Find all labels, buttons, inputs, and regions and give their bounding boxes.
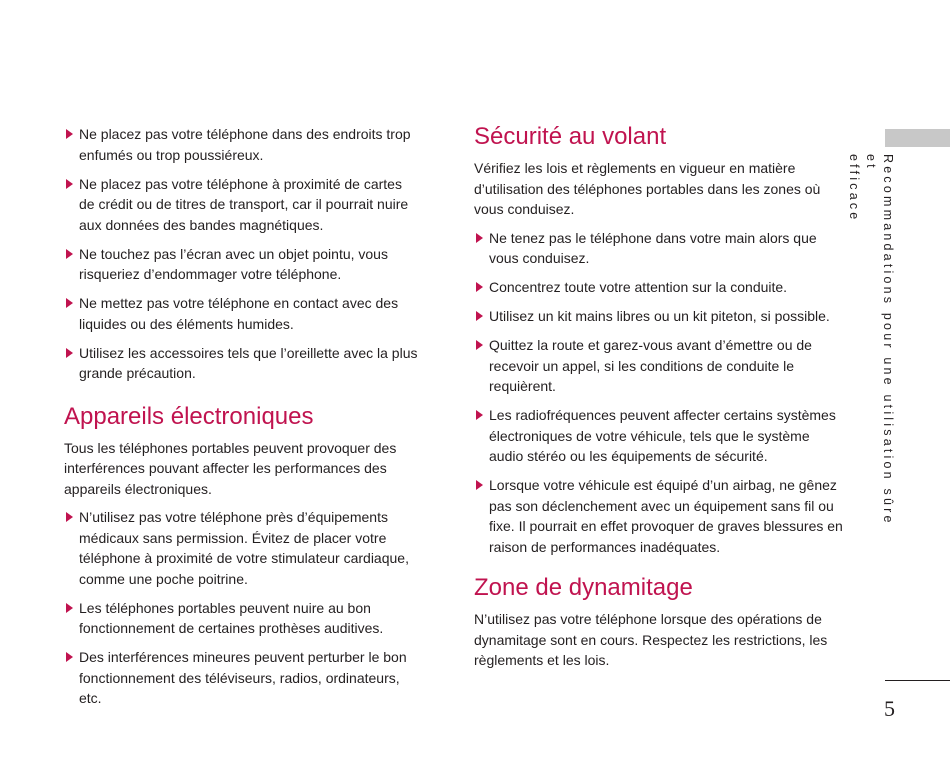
bullet-list-driving (474, 228, 846, 558)
triangle-bullet-icon (66, 348, 73, 358)
list-item: Ne placez pas votre téléphone à proximité de cartes de crédit ou de titres de transport, car il pourrait nuire aux données des bandes magnétiques. (64, 174, 420, 236)
triangle-bullet-icon (66, 512, 73, 522)
triangle-bullet-icon (476, 311, 483, 321)
triangle-bullet-icon (476, 282, 483, 292)
section-intro-driving: Vérifiez les lois et règlements en vigueur en matière d’utilisation des téléphones portables dans les zones où vous conduisez. (474, 160, 821, 217)
triangle-bullet-icon (476, 410, 483, 420)
list-item: Ne placez pas votre téléphone dans des endroits trop enfumés ou trop poussiéreux. (64, 124, 420, 165)
triangle-bullet-icon (66, 603, 73, 613)
list-item: N’utilisez pas votre téléphone près d’équipements médicaux sans permission. Évitez de placer votre téléphone à proximité de votre stimulateur cardiaque, comme une poche poitrine. (64, 507, 420, 589)
list-item: Ne touchez pas l’écran avec un objet pointu, vous risqueriez d’endommager votre téléphone. (64, 244, 420, 285)
page-number: 5 (884, 696, 895, 721)
list-item: Des interférences mineures peuvent perturber le bon fonctionnement des téléviseurs, radios, ordinateurs, etc. (64, 647, 420, 709)
list-item: Ne tenez pas le téléphone dans votre main alors que vous conduisez. (474, 228, 846, 269)
chapter-side-title (845, 154, 896, 534)
right-column (474, 124, 846, 679)
list-item: Les téléphones portables peuvent nuire au bon fonctionnement de certaines prothèses auditives. (64, 598, 420, 639)
section-title-blasting: Zone de dynamitage (474, 574, 693, 601)
bullet-list-electronics (64, 507, 420, 709)
section-title-driving: Sécurité au volant (474, 123, 667, 150)
triangle-bullet-icon (476, 233, 483, 243)
list-item: Utilisez les accessoires tels que l’oreillette avec la plus grande précaution. (64, 343, 420, 384)
list-item: Les radiofréquences peuvent affecter certains systèmes électroniques de votre véhicule, tels que le système audio stéréo ou les équipements de sécurité. (474, 405, 846, 467)
list-item: Ne mettez pas votre téléphone en contact avec des liquides ou des éléments humides. (64, 293, 420, 334)
triangle-bullet-icon (66, 129, 73, 139)
section-intro-electronics: Tous les téléphones portables peuvent provoquer des interférences pouvant affecter les performances des appareils électroniques. (64, 439, 397, 497)
left-column (64, 124, 420, 717)
section-intro-blasting: N’utilisez pas votre téléphone lorsque des opérations de dynamitage sont en cours. Respectez les restrictions, les règlements et les lois. (474, 611, 828, 668)
triangle-bullet-icon (66, 249, 73, 259)
chapter-side-title-line2: efficace (847, 154, 861, 223)
triangle-bullet-icon (476, 340, 483, 350)
list-item: Quittez la route et garez-vous avant d’émettre ou de recevoir un appel, si les conditions de conduite le requièrent. (474, 335, 846, 397)
footer-divider (885, 680, 950, 681)
list-item: Concentrez toute votre attention sur la conduite. (474, 277, 846, 298)
list-item: Utilisez un kit mains libres ou un kit piteton, si possible. (474, 306, 846, 327)
bullet-list-general (64, 124, 420, 384)
chapter-side-title-line1: Recommandations pour une utilisation sûre et (864, 154, 895, 526)
list-item: Lorsque votre véhicule est équipé d’un airbag, ne gênez pas son déclenchement avec un équipement sans fil ou fixe. Il pourrait en effet provoquer de graves blessures en raison de performances inadéquates. (474, 475, 846, 557)
triangle-bullet-icon (66, 652, 73, 662)
triangle-bullet-icon (476, 480, 483, 490)
section-title-electronics: Appareils électroniques (64, 402, 314, 430)
triangle-bullet-icon (66, 298, 73, 308)
chapter-tab-marker (885, 129, 950, 147)
triangle-bullet-icon (66, 179, 73, 189)
